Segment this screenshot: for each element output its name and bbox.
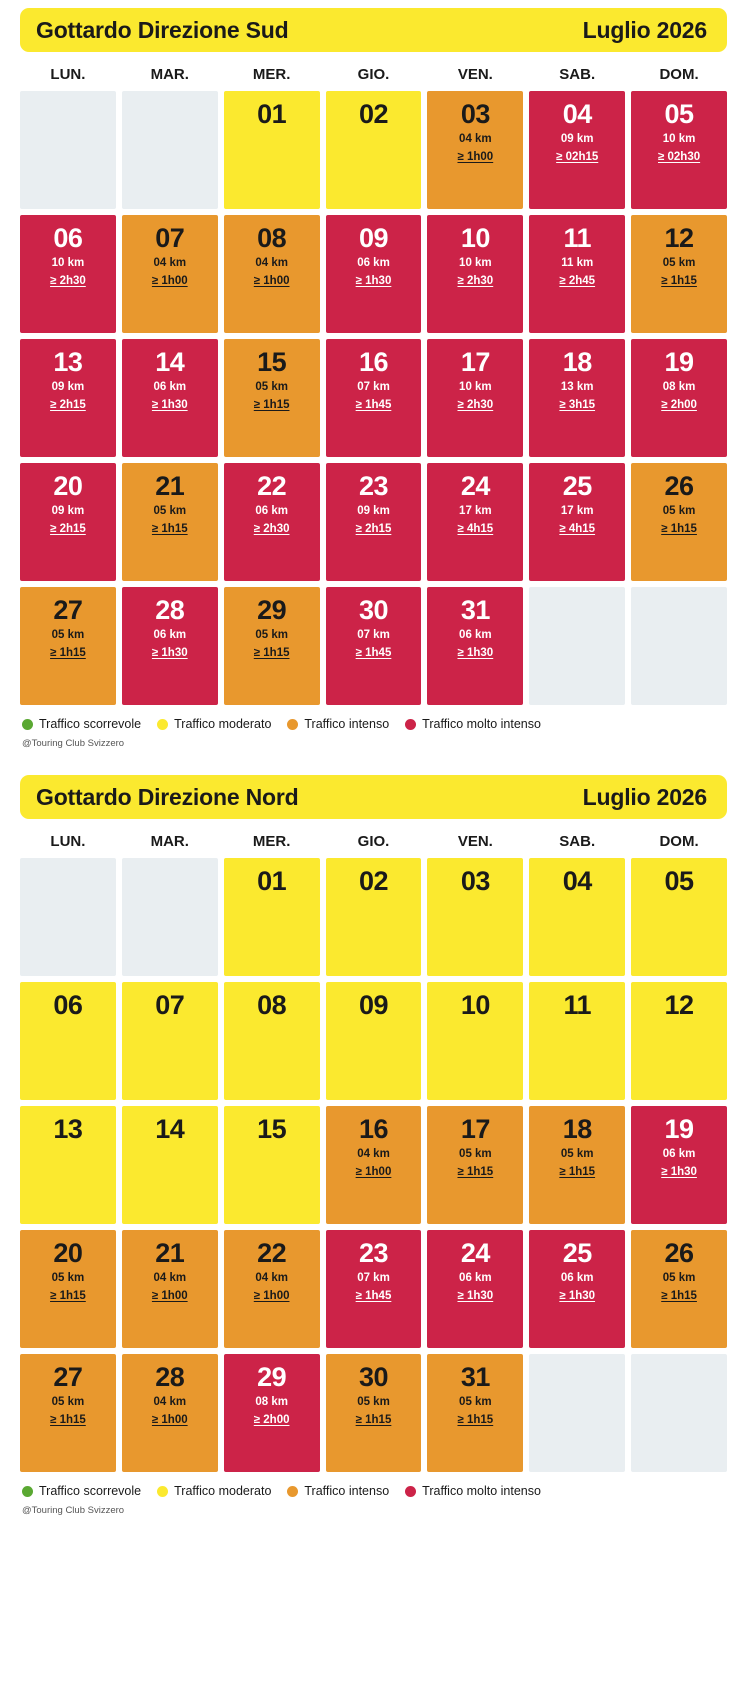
wait-time: ≥ 1h15 xyxy=(253,398,290,411)
calendar-cell-empty xyxy=(631,1354,727,1472)
wait-time: ≥ 1h15 xyxy=(50,1413,86,1426)
wait-time: ≥ 1h45 xyxy=(355,1289,392,1302)
weekday-label: DOM. xyxy=(659,833,699,850)
wait-time: ≥ 1h00 xyxy=(151,1413,188,1426)
day-number: 26 xyxy=(664,1238,694,1268)
queue-length: 05 km xyxy=(51,1272,85,1285)
weekday-label: LUN. xyxy=(50,833,86,850)
calendar-day-cell[interactable] xyxy=(529,215,625,333)
queue-length: 05 km xyxy=(662,257,696,270)
weekday-label: SAB. xyxy=(559,833,596,850)
queue-length: 07 km xyxy=(357,629,390,642)
day-number: 06 xyxy=(53,223,83,253)
day-number: 13 xyxy=(53,1114,83,1144)
day-number: 11 xyxy=(563,223,591,253)
calendar-day-cell[interactable] xyxy=(631,982,727,1100)
wait-time: ≥ 1h00 xyxy=(253,1289,290,1302)
calendar-day-cell[interactable] xyxy=(122,1106,218,1224)
wait-time: ≥ 3h15 xyxy=(559,398,596,411)
queue-length: 05 km xyxy=(51,629,85,642)
calendar-day-cell[interactable] xyxy=(122,215,218,333)
weekday-label: MAR. xyxy=(150,66,189,83)
day-number: 28 xyxy=(155,1362,185,1392)
calendar-day-cell[interactable] xyxy=(326,215,422,333)
wait-time: ≥ 2h15 xyxy=(50,398,86,411)
weekday-label: SAB. xyxy=(559,66,596,83)
wait-time: ≥ 1h15 xyxy=(355,1413,392,1426)
queue-length: 06 km xyxy=(255,505,288,518)
wait-time: ≥ 1h15 xyxy=(661,522,697,535)
legend-color-dot-icon xyxy=(22,1486,33,1497)
calendar-day-cell[interactable] xyxy=(224,858,320,976)
day-number: 13 xyxy=(53,347,83,377)
wait-time: ≥ 1h30 xyxy=(559,1289,596,1302)
legend-label: Traffico intenso xyxy=(304,717,390,731)
calendar-day-cell[interactable] xyxy=(20,463,116,581)
wait-time: ≥ 4h15 xyxy=(559,522,596,535)
queue-length: 13 km xyxy=(560,381,594,394)
day-number: 04 xyxy=(562,866,592,896)
calendar-cell-empty xyxy=(529,1354,625,1472)
queue-length: 10 km xyxy=(51,257,85,270)
wait-time: ≥ 2h30 xyxy=(50,274,86,287)
day-number: 14 xyxy=(155,1114,185,1144)
weekday-label: MER. xyxy=(252,833,291,850)
day-number: 05 xyxy=(664,99,694,129)
calendar-day-cell[interactable] xyxy=(529,858,625,976)
legend-label: Traffico scorrevole xyxy=(39,717,142,731)
day-number: 04 xyxy=(562,99,592,129)
calendar-day-cell[interactable] xyxy=(326,463,422,581)
panel-header xyxy=(20,8,727,52)
day-number: 17 xyxy=(460,1114,490,1144)
calendar-day-cell[interactable] xyxy=(224,91,320,209)
calendar-day-cell[interactable] xyxy=(20,1106,116,1224)
day-number: 15 xyxy=(257,1114,287,1144)
queue-length: 08 km xyxy=(662,381,696,394)
wait-time: ≥ 1h30 xyxy=(661,1165,697,1178)
day-number: 25 xyxy=(562,1238,592,1268)
wait-time: ≥ 1h15 xyxy=(661,1289,697,1302)
queue-length: 05 km xyxy=(255,381,288,394)
wait-time: ≥ 1h30 xyxy=(355,274,392,287)
day-number: 08 xyxy=(257,223,287,253)
queue-length: 06 km xyxy=(357,257,390,270)
calendar-day-cell[interactable] xyxy=(631,91,727,209)
calendar-day-cell[interactable] xyxy=(326,339,422,457)
day-number: 17 xyxy=(460,347,490,377)
day-number: 08 xyxy=(257,990,287,1020)
calendar-day-cell[interactable] xyxy=(427,215,523,333)
day-number: 29 xyxy=(257,595,287,625)
calendar-day-cell[interactable] xyxy=(122,463,218,581)
weekday-label: VEN. xyxy=(457,66,493,83)
day-number: 22 xyxy=(257,1238,287,1268)
day-number: 30 xyxy=(358,1362,389,1392)
calendar-day-cell[interactable] xyxy=(122,982,218,1100)
day-number: 26 xyxy=(664,471,694,501)
queue-length: 04 km xyxy=(153,1272,187,1285)
wait-time: ≥ 02h15 xyxy=(556,150,599,163)
legend-color-dot-icon xyxy=(287,1486,298,1497)
day-number: 25 xyxy=(562,471,592,501)
calendar-day-cell[interactable] xyxy=(427,858,523,976)
day-number: 12 xyxy=(664,223,694,253)
wait-time: ≥ 1h15 xyxy=(457,1165,494,1178)
day-number: 22 xyxy=(257,471,287,501)
credit-text: @Touring Club Svizzero xyxy=(22,738,125,749)
calendar-day-cell[interactable] xyxy=(20,215,116,333)
calendar-panel xyxy=(20,775,727,1516)
calendar-day-cell[interactable] xyxy=(20,1230,116,1348)
calendar-cell-empty xyxy=(122,91,218,209)
calendar-day-cell[interactable] xyxy=(427,1106,523,1224)
wait-time: ≥ 1h00 xyxy=(355,1165,392,1178)
queue-length: 05 km xyxy=(662,505,696,518)
weekday-header-row xyxy=(20,62,727,85)
wait-time: ≥ 4h15 xyxy=(457,522,494,535)
day-number: 14 xyxy=(155,347,185,377)
calendar-day-cell[interactable] xyxy=(326,1106,422,1224)
panel-title: Gottardo Direzione Sud xyxy=(36,16,289,43)
legend-item xyxy=(157,717,271,731)
calendar-day-cell[interactable] xyxy=(20,587,116,705)
day-number: 28 xyxy=(155,595,185,625)
day-number: 29 xyxy=(257,1362,287,1392)
weekday-label: GIO. xyxy=(357,833,390,850)
queue-length: 05 km xyxy=(51,1396,85,1409)
wait-time: ≥ 2h45 xyxy=(559,274,596,287)
calendar-day-cell[interactable] xyxy=(427,91,523,209)
calendar-day-cell[interactable] xyxy=(224,1106,320,1224)
queue-length: 05 km xyxy=(459,1148,492,1161)
queue-length: 06 km xyxy=(459,1272,492,1285)
wait-time: ≥ 1h30 xyxy=(151,398,188,411)
day-number: 18 xyxy=(562,347,592,377)
legend-label: Traffico molto intenso xyxy=(422,717,541,731)
calendar-day-cell[interactable] xyxy=(326,1230,422,1348)
queue-length: 04 km xyxy=(255,257,288,270)
queue-length: 05 km xyxy=(357,1396,390,1409)
legend-color-dot-icon xyxy=(405,719,416,730)
queue-length: 06 km xyxy=(459,629,492,642)
wait-time: ≥ 1h45 xyxy=(355,646,392,659)
queue-length: 04 km xyxy=(255,1272,288,1285)
legend-color-dot-icon xyxy=(157,719,168,730)
calendar-day-cell[interactable] xyxy=(20,1354,116,1472)
calendar-day-cell[interactable] xyxy=(122,587,218,705)
calendar-day-cell[interactable] xyxy=(529,1106,625,1224)
legend-color-dot-icon xyxy=(157,1486,168,1497)
queue-length: 09 km xyxy=(560,133,594,146)
legend-label: Traffico moderato xyxy=(174,717,272,731)
calendar-cell-empty xyxy=(122,858,218,976)
day-number: 11 xyxy=(563,990,591,1020)
legend-label: Traffico intenso xyxy=(304,1484,390,1498)
legend-color-dot-icon xyxy=(22,719,33,730)
day-number: 30 xyxy=(358,595,389,625)
legend-color-dot-icon xyxy=(405,1486,416,1497)
queue-length: 10 km xyxy=(459,381,492,394)
calendar-day-cell[interactable] xyxy=(224,1354,320,1472)
legend-label: Traffico scorrevole xyxy=(39,1484,142,1498)
panel-title: Gottardo Direzione Nord xyxy=(36,783,299,810)
calendar-day-cell[interactable] xyxy=(427,1230,523,1348)
calendar-day-cell[interactable] xyxy=(631,858,727,976)
day-number: 21 xyxy=(155,471,185,501)
day-number: 24 xyxy=(460,1238,490,1268)
wait-time: ≥ 1h15 xyxy=(457,1413,494,1426)
legend xyxy=(20,717,727,731)
calendar-day-cell[interactable] xyxy=(326,982,422,1100)
calendar-grid xyxy=(20,858,727,1472)
wait-time: ≥ 1h15 xyxy=(661,274,697,287)
day-number: 09 xyxy=(358,223,389,253)
wait-time: ≥ 1h30 xyxy=(151,646,188,659)
panel-month: Luglio 2026 xyxy=(582,16,707,43)
wait-time: ≥ 1h00 xyxy=(457,150,494,163)
calendar-day-cell[interactable] xyxy=(224,215,320,333)
queue-length: 04 km xyxy=(459,133,492,146)
calendar-day-cell[interactable] xyxy=(20,339,116,457)
legend-label: Traffico molto intenso xyxy=(422,1484,541,1498)
queue-length: 06 km xyxy=(153,629,187,642)
day-number: 23 xyxy=(358,1238,389,1268)
legend-label: Traffico moderato xyxy=(174,1484,272,1498)
day-number: 10 xyxy=(460,990,490,1020)
queue-length: 04 km xyxy=(153,1396,187,1409)
legend-item xyxy=(157,1484,271,1498)
day-number: 20 xyxy=(53,1238,83,1268)
calendar-cell-empty xyxy=(20,858,116,976)
queue-length: 05 km xyxy=(560,1148,594,1161)
queue-length: 17 km xyxy=(459,505,492,518)
day-number: 03 xyxy=(460,99,490,129)
day-number: 05 xyxy=(664,866,694,896)
queue-length: 10 km xyxy=(459,257,492,270)
wait-time: ≥ 2h15 xyxy=(50,522,86,535)
wait-time: ≥ 1h15 xyxy=(253,646,290,659)
day-number: 09 xyxy=(358,990,389,1020)
calendar-cell-empty xyxy=(529,587,625,705)
calendar-day-cell[interactable] xyxy=(326,1354,422,1472)
calendar-day-cell[interactable] xyxy=(326,587,422,705)
legend-item xyxy=(405,1484,541,1498)
queue-length: 07 km xyxy=(357,1272,390,1285)
calendar-day-cell[interactable] xyxy=(631,339,727,457)
queue-length: 09 km xyxy=(51,381,85,394)
wait-time: ≥ 1h15 xyxy=(559,1165,596,1178)
queue-length: 04 km xyxy=(357,1148,390,1161)
wait-time: ≥ 2h30 xyxy=(457,274,494,287)
day-number: 20 xyxy=(53,471,83,501)
calendar-day-cell[interactable] xyxy=(427,339,523,457)
calendar-day-cell[interactable] xyxy=(122,339,218,457)
day-number: 18 xyxy=(562,1114,592,1144)
wait-time: ≥ 1h00 xyxy=(151,1289,188,1302)
queue-length: 09 km xyxy=(357,505,390,518)
day-number: 16 xyxy=(358,1114,389,1144)
day-number: 27 xyxy=(53,595,83,625)
legend-item xyxy=(22,1484,141,1498)
queue-length: 05 km xyxy=(153,505,187,518)
legend xyxy=(20,1484,727,1498)
panels-container xyxy=(20,8,727,1516)
calendar-day-cell[interactable] xyxy=(326,858,422,976)
weekday-label: MAR. xyxy=(150,833,189,850)
day-number: 06 xyxy=(53,990,83,1020)
calendar-day-cell[interactable] xyxy=(224,1230,320,1348)
wait-time: ≥ 2h00 xyxy=(253,1413,290,1426)
day-number: 02 xyxy=(358,866,389,896)
calendar-day-cell[interactable] xyxy=(326,91,422,209)
weekday-label: GIO. xyxy=(357,66,390,83)
queue-length: 05 km xyxy=(662,1272,696,1285)
wait-time: ≥ 1h00 xyxy=(151,274,188,287)
day-number: 16 xyxy=(358,347,389,377)
calendar-day-cell[interactable] xyxy=(224,463,320,581)
calendar-day-cell[interactable] xyxy=(427,1354,523,1472)
wait-time: ≥ 1h00 xyxy=(253,274,290,287)
queue-length: 06 km xyxy=(662,1148,696,1161)
queue-length: 06 km xyxy=(560,1272,594,1285)
day-number: 03 xyxy=(460,866,490,896)
calendar-day-cell[interactable] xyxy=(20,982,116,1100)
queue-length: 05 km xyxy=(255,629,288,642)
calendar-day-cell[interactable] xyxy=(224,339,320,457)
legend-item xyxy=(405,717,541,731)
day-number: 10 xyxy=(460,223,490,253)
queue-length: 06 km xyxy=(153,381,187,394)
day-number: 19 xyxy=(664,347,694,377)
credit-text: @Touring Club Svizzero xyxy=(22,1505,125,1516)
calendar-day-cell[interactable] xyxy=(529,339,625,457)
calendar-day-cell[interactable] xyxy=(224,982,320,1100)
panel-header xyxy=(20,775,727,819)
day-number: 24 xyxy=(460,471,490,501)
day-number: 19 xyxy=(664,1114,694,1144)
wait-time: ≥ 02h30 xyxy=(658,150,701,163)
day-number: 21 xyxy=(155,1238,185,1268)
weekday-header-row xyxy=(20,829,727,852)
queue-length: 05 km xyxy=(459,1396,492,1409)
queue-length: 10 km xyxy=(662,133,696,146)
calendar-day-cell[interactable] xyxy=(529,91,625,209)
calendar-day-cell[interactable] xyxy=(631,215,727,333)
calendar-grid xyxy=(20,91,727,705)
day-number: 02 xyxy=(358,99,389,129)
wait-time: ≥ 2h00 xyxy=(661,398,697,411)
wait-time: ≥ 1h15 xyxy=(50,1289,86,1302)
day-number: 01 xyxy=(257,99,287,129)
weekday-label: DOM. xyxy=(659,66,699,83)
day-number: 23 xyxy=(358,471,389,501)
day-number: 31 xyxy=(460,1362,490,1392)
calendar-day-cell[interactable] xyxy=(122,1354,218,1472)
calendar-day-cell[interactable] xyxy=(427,982,523,1100)
day-number: 27 xyxy=(53,1362,83,1392)
queue-length: 07 km xyxy=(357,381,390,394)
wait-time: ≥ 1h45 xyxy=(355,398,392,411)
weekday-label: VEN. xyxy=(457,833,493,850)
day-number: 07 xyxy=(155,990,185,1020)
queue-length: 09 km xyxy=(51,505,85,518)
day-number: 07 xyxy=(155,223,185,253)
day-number: 31 xyxy=(460,595,490,625)
calendar-day-cell[interactable] xyxy=(529,982,625,1100)
wait-time: ≥ 1h30 xyxy=(457,646,494,659)
calendar-day-cell[interactable] xyxy=(224,587,320,705)
legend-item xyxy=(287,717,389,731)
calendar-day-cell[interactable] xyxy=(631,463,727,581)
legend-item xyxy=(22,717,141,731)
wait-time: ≥ 1h15 xyxy=(50,646,86,659)
calendar-panel xyxy=(20,8,727,749)
wait-time: ≥ 2h15 xyxy=(355,522,392,535)
calendar-day-cell[interactable] xyxy=(631,1230,727,1348)
calendar-day-cell[interactable] xyxy=(631,1106,727,1224)
day-number: 12 xyxy=(664,990,694,1020)
queue-length: 08 km xyxy=(255,1396,288,1409)
panel-month: Luglio 2026 xyxy=(582,783,707,810)
calendar-day-cell[interactable] xyxy=(529,1230,625,1348)
day-number: 15 xyxy=(257,347,287,377)
calendar-cell-empty xyxy=(631,587,727,705)
queue-length: 17 km xyxy=(560,505,594,518)
legend-color-dot-icon xyxy=(287,719,298,730)
wait-time: ≥ 1h15 xyxy=(151,522,188,535)
calendar-day-cell[interactable] xyxy=(122,1230,218,1348)
wait-time: ≥ 2h30 xyxy=(253,522,290,535)
queue-length: 11 km xyxy=(561,257,594,270)
weekday-label: LUN. xyxy=(50,66,86,83)
day-number: 01 xyxy=(257,866,287,896)
wait-time: ≥ 2h30 xyxy=(457,398,494,411)
wait-time: ≥ 1h30 xyxy=(457,1289,494,1302)
weekday-label: MER. xyxy=(252,66,291,83)
calendar-day-cell[interactable] xyxy=(529,463,625,581)
calendar-day-cell[interactable] xyxy=(427,463,523,581)
queue-length: 04 km xyxy=(153,257,187,270)
calendar-day-cell[interactable] xyxy=(427,587,523,705)
legend-item xyxy=(287,1484,389,1498)
calendar-cell-empty xyxy=(20,91,116,209)
